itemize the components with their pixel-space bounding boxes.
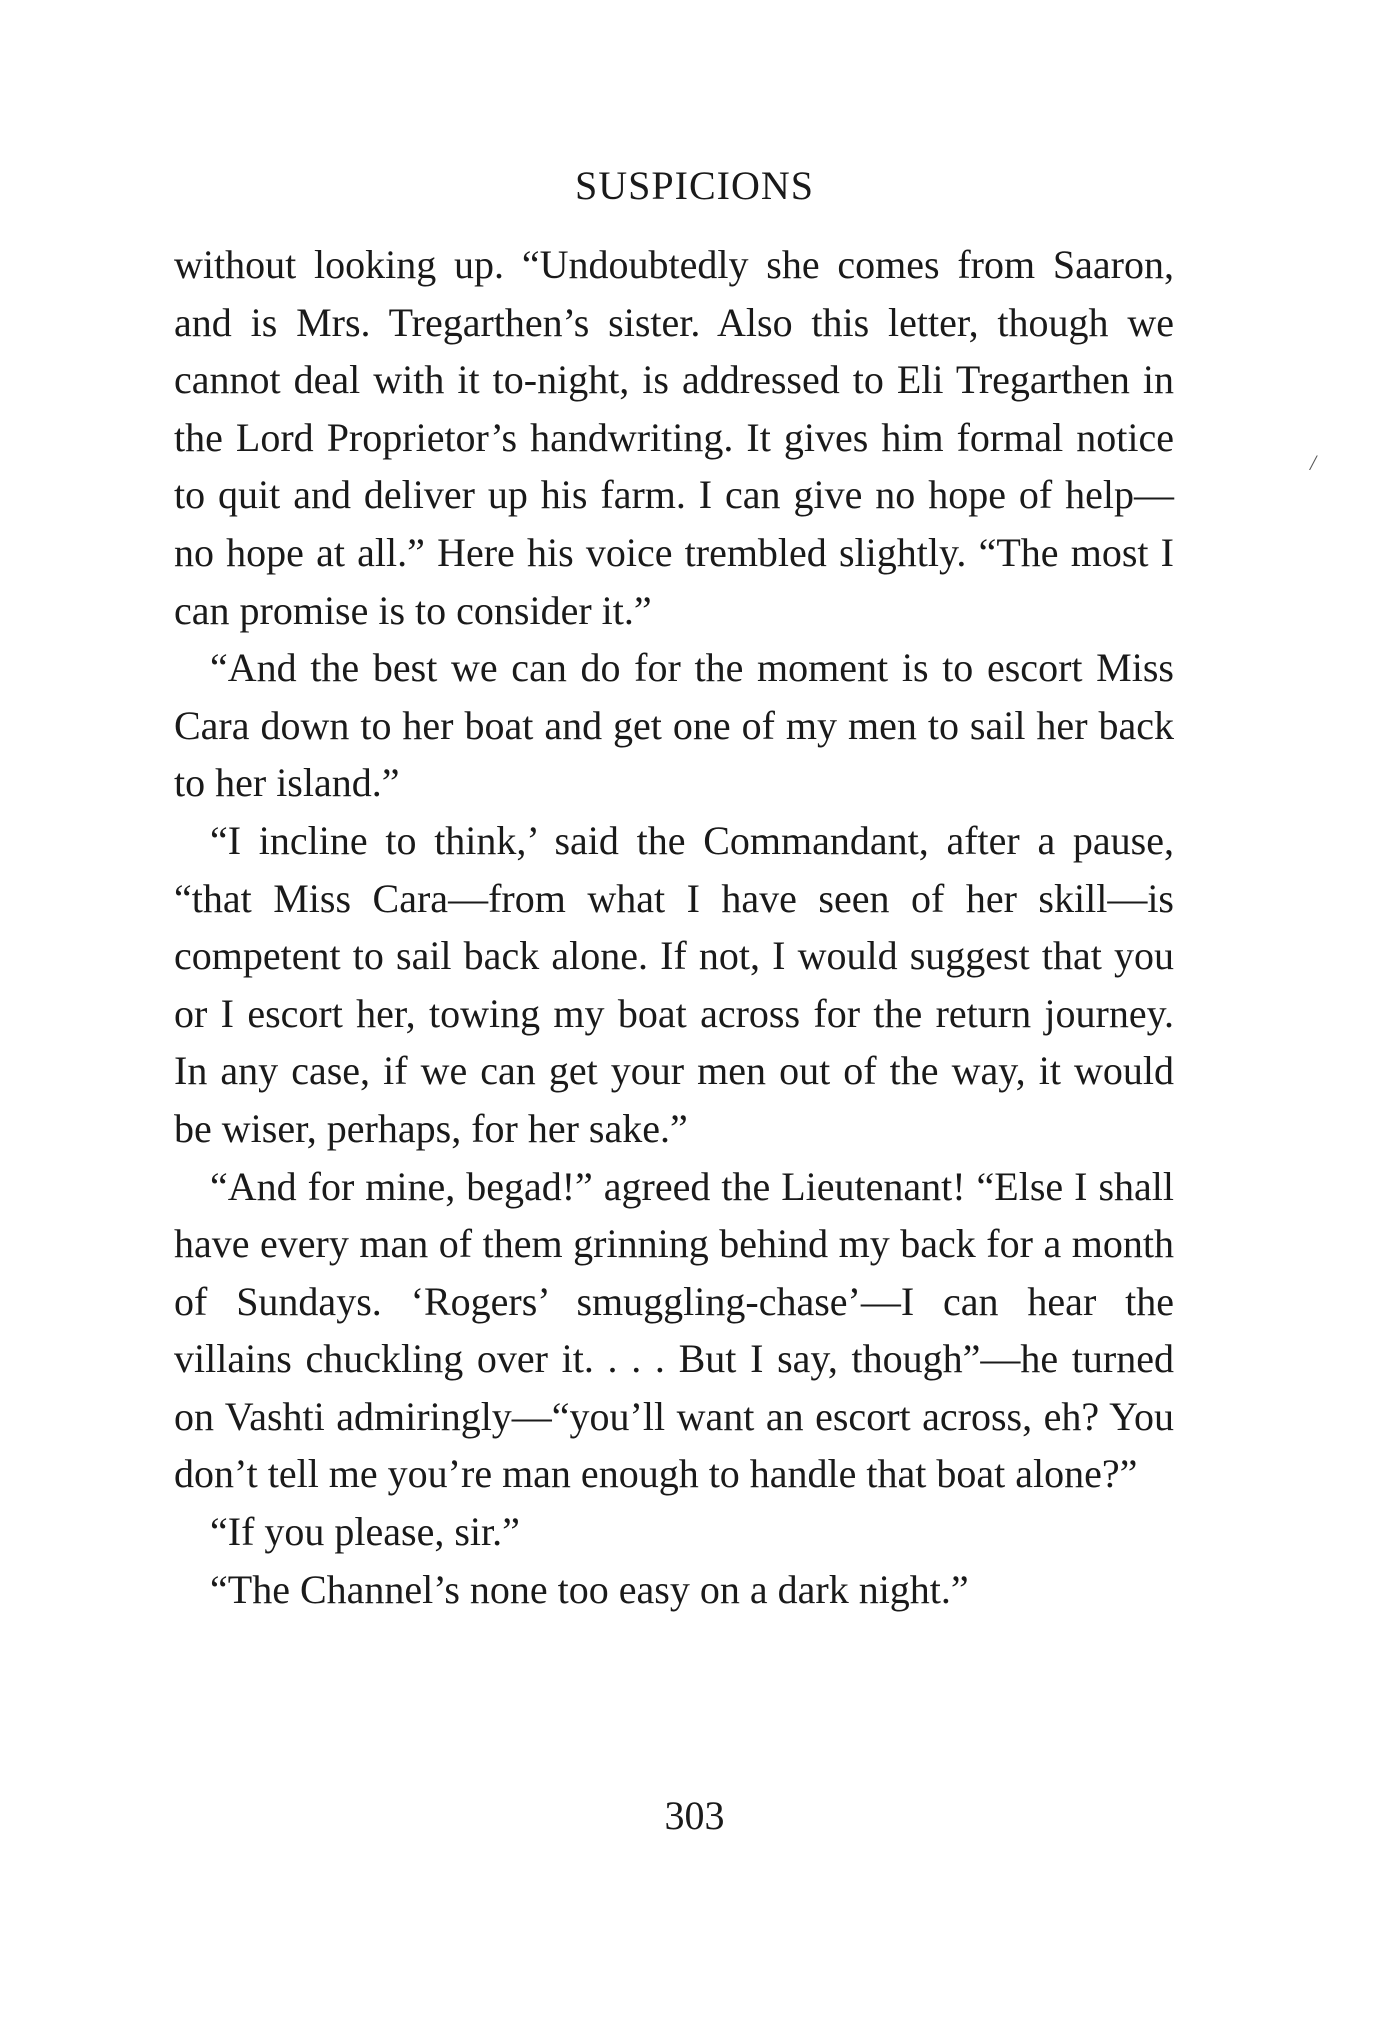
paragraph-6: “The Channel’s none too easy on a dark night.” — [210, 1566, 969, 1612]
paragraph-4: “And for mine, begad!” agreed the Lieutenant! “Else I shall have every man of them grinning behind my back for a month of Sundays. ‘Rogers’ smuggling-chase’—I can hear the villains chuckling over it. . . . But I say, though”—he turned on Vashti admiringly—“you’ll want an escort across, eh? You don’t tell me you’re man enough to handle that boat alone?” — [174, 1163, 1174, 1497]
margin-mark: / — [1310, 450, 1317, 475]
paragraph-1: without looking up. “Undoubtedly she comes from Saaron, and is Mrs. Tregarthen’s sister. Also this letter, though we cannot deal with it to-night, is addressed to Eli Tregarthen in the Lord Proprietor’s handwriting. It gives him formal notice to quit and deliver up his farm. I can give no hope of help—no hope at all.” Here his voice trembled slightly. “The most I can promise is to consider it.” — [174, 242, 1174, 633]
body-text — [174, 236, 1174, 1618]
page-number: 303 — [664, 1793, 725, 1838]
running-head: SUSPICIONS — [575, 163, 814, 208]
paragraph-2: “And the best we can do for the moment is to escort Miss Cara down to her boat and get one of my men to sail her back to her island.” — [174, 645, 1174, 806]
paragraph-3: “I incline to think,’ said the Commandant, after a pause, “that Miss Cara—from what I have seen of her skill—is competent to sail back alone. If not, I would suggest that you or I escort her, towing my boat across for the return journey. In any case, if we can get your men out of the way, it would be wiser, perhaps, for her sake.” — [174, 817, 1174, 1151]
paragraph-5: “If you please, sir.” — [210, 1509, 520, 1555]
